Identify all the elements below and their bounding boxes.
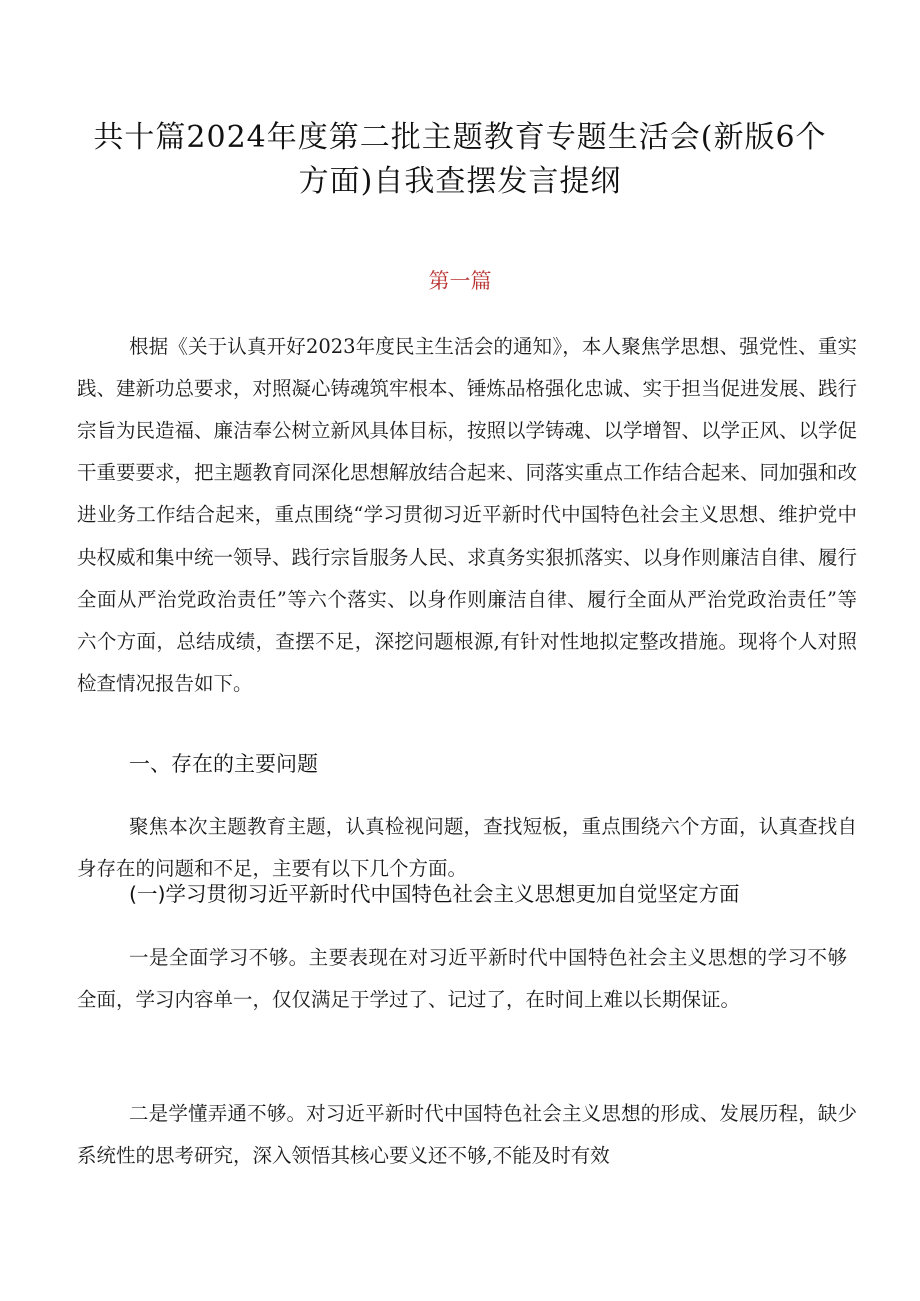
paragraph-focus: 聚焦本次主题教育主题，认真检视问题，查找短板，重点围绕六个方面，认真查找自身存在的问题和不足，主要有以下几个方面。	[77, 814, 857, 880]
paragraph-intro: 根据《关于认真开好2023年度民主生活会的通知》，本人聚焦学思想、强党性、重实践、建新功总要求，对照凝心铸魂筑牢根本、锤炼品格强化忠诚、实于担当促进发展、践行宗旨为民造福、廉洁奉公树立新风具体目标，按照以学铸魂、以学增智、以学正风、以学促干重要要求，把主题教育同深化思想解放结合起来、同落实重点工作结合起来、同加强和改进业务工作结合起来，重点围绕“学习贯彻习近平新时代中国特色社会主义思想、维护党中央权威和集中统一领导、践行宗旨服务人民、求真务实狠抓落实、以身作则廉洁自律、履行全面从严治党政治责任”等六个落实、以身作则廉洁自律、履行全面从严治党政治责任”等六个方面，总结成绩，查摆不足，深挖问题根源,有针对性地拟定整改措施。现将个人对照检查情况报告如下。	[77, 334, 858, 696]
paragraph-point-one: 一是全面学习不够。主要表现在对习近平新时代中国特色社会主义思想的学习不够全面，学习内容单一，仅仅满足于学过了、记过了，在时间上难以长期保证。	[77, 945, 847, 1011]
section-heading: 第一篇	[428, 269, 492, 293]
document-title-line-2: 方面)自我查摆发言提纲	[298, 164, 622, 199]
paragraph-point-two: 二是学懂弄通不够。对习近平新时代中国特色社会主义思想的形成、发展历程，缺少系统性的思考研究，深入领悟其核心要义还不够,不能及时有效	[77, 1101, 857, 1167]
document-title-line-1: 共十篇2024年度第二批主题教育专题生活会(新版6个	[93, 120, 827, 155]
heading-main-problems: 一、存在的主要问题	[129, 752, 318, 776]
subheading-study: (一)学习贯彻习近平新时代中国特色社会主义思想更加自觉坚定方面	[129, 882, 740, 906]
